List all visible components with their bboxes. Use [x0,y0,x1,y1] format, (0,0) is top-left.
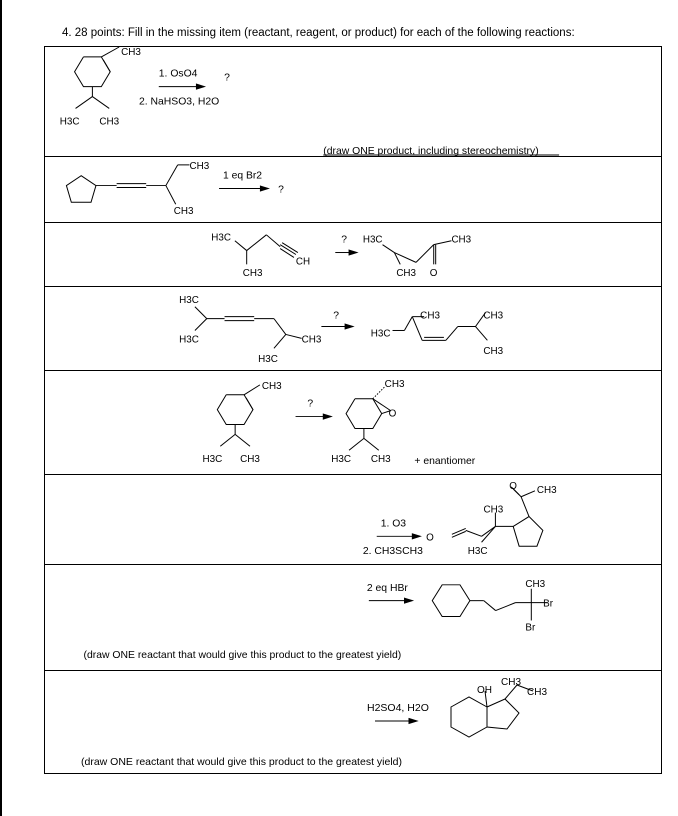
missing-product[interactable]: ? [224,72,230,84]
reaction-row-3[interactable] [45,223,661,287]
label-h3c: H3C [331,454,352,466]
question-title: 4. 28 points: Fill in the missing item (reactant, reagent, or product) for each of the following reactions: [62,27,575,39]
reagent: 2 eq HBr [366,582,408,594]
reaction-arrow [377,534,421,539]
label-h3c: H3C [211,232,231,244]
reaction-arrow [159,84,205,89]
reaction-arrow [335,250,357,255]
label-h3c: H3C [59,116,80,128]
missing-reagent[interactable]: ? [341,234,347,246]
label-h3c: H3C [467,546,488,558]
label-ch3: CH3 [525,578,546,590]
reaction-row-7[interactable] [45,565,661,671]
label-h3c: H3C [179,294,199,306]
label-h3c: H3C [179,334,199,346]
label-o: O [388,408,397,420]
label-oh: OH [477,685,492,696]
reaction-row-6[interactable] [45,475,661,565]
left-border [0,0,2,816]
label-ch3: CH3 [261,380,282,392]
reaction-6-scheme [45,475,661,564]
reaction-arrow [375,719,417,724]
label-ch3: CH3 [301,334,322,346]
label-h3c: H3C [362,234,383,246]
label-ch3: CH3 [384,378,405,390]
label-o: O [429,268,438,280]
label-br: Br [525,622,536,634]
reaction-row-5[interactable] [45,371,661,475]
label-ch3: CH3 [173,206,194,218]
product-6-structure [452,487,543,546]
reactant-2-structure [66,165,189,204]
reactant-5-structure [217,385,260,446]
label-ch3: CH3 [420,310,440,322]
label-ch: CH [295,256,311,268]
label-ch3: CH3 [240,454,260,466]
reaction-table [44,46,662,774]
label-ch3: CH3 [396,268,416,280]
label-ch3: CH3 [451,234,472,246]
reaction-1-scheme [45,47,661,156]
product-5-structure [346,387,391,450]
label-ch3: CH3 [501,677,522,688]
reaction-3-scheme [45,223,661,286]
reagent: H2SO4, H2O [367,702,429,714]
reaction-5-scheme [45,371,661,474]
enantiomer-note: + enantiomer [414,456,476,468]
instruction-note: (draw ONE reactant that would give this product to the greatest yield) [81,756,402,768]
reaction-arrow [321,324,353,329]
reaction-arrow [219,186,268,191]
label-ch3: CH3 [242,268,263,280]
reagent-line-1: 1. O3 [380,518,407,530]
label-ch3: CH3 [370,454,391,466]
label-ch3: CH3 [99,116,120,128]
reaction-row-4[interactable] [45,287,661,371]
reagent: 1 eq Br2 [223,170,263,182]
reaction-row-8[interactable] [45,671,661,775]
label-h3c: H3C [202,454,223,466]
reaction-arrow [296,414,332,419]
missing-reagent[interactable]: ? [307,398,314,410]
label-ch3: CH3 [483,310,504,322]
label-ch3: CH3 [483,504,504,516]
reaction-8-scheme [45,671,661,775]
reactant-4-structure [195,307,302,349]
label-h3c: H3C [370,328,391,340]
label-o: O [509,480,517,492]
instruction-note: (draw ONE reactant that would give this product to the greatest yield) [83,650,402,662]
reagent-line-2: 2. NaHSO3, H2O [138,96,220,108]
reaction-4-scheme [45,287,661,370]
reagent-line-2: 2. CH3SCH3 [362,546,423,558]
label-o: O [426,532,434,544]
reaction-7-scheme [45,565,661,670]
product-8-structure [451,685,533,737]
product-3-structure [383,241,452,265]
reaction-row-2[interactable] [45,157,661,223]
missing-reagent[interactable]: ? [333,310,340,322]
label-br: Br [543,598,554,610]
label-ch3: CH3 [121,46,141,58]
reagent-line-1: 1. OsO4 [158,68,198,80]
reaction-arrow [369,598,413,603]
missing-product[interactable]: ? [278,184,284,196]
product-7-structure [432,585,547,621]
instruction-note: (draw ONE product, including stereochemistry) [323,146,539,158]
reaction-2-scheme [45,157,661,222]
reactant-3-structure [235,235,298,265]
label-ch3: CH3 [483,346,504,358]
label-h3c: H3C [258,354,278,366]
label-ch3: CH3 [189,160,210,172]
label-ch3: CH3 [536,484,557,496]
reactant-1-structure [75,47,120,108]
reaction-row-1[interactable] [45,47,661,157]
label-ch3: CH3 [527,687,548,698]
